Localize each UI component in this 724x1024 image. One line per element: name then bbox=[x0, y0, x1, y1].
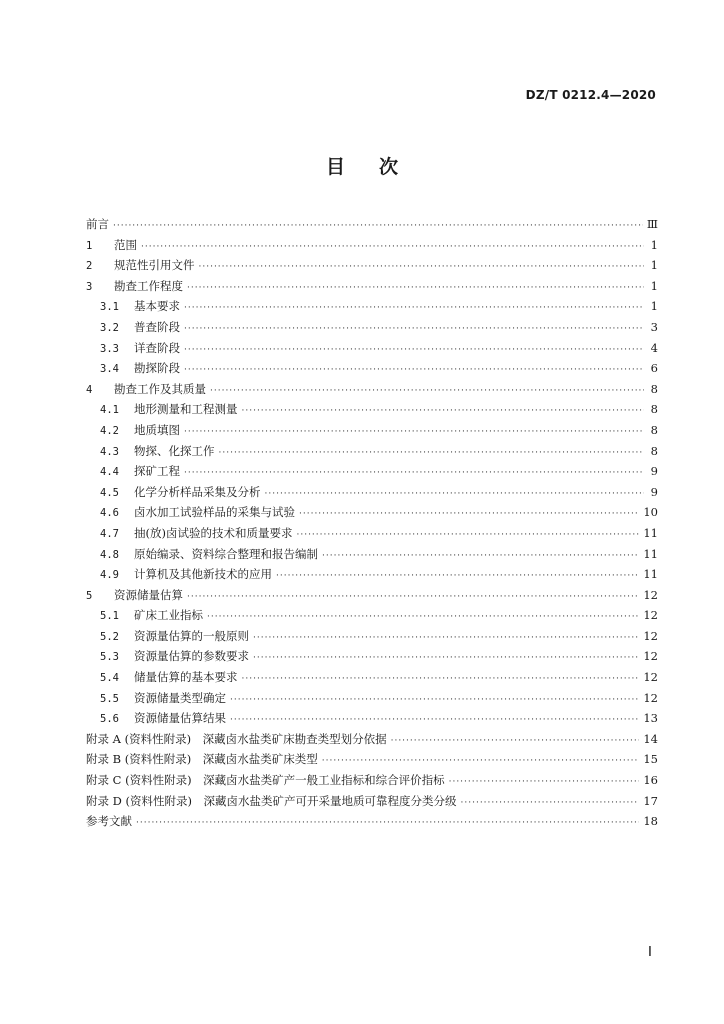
toc-leader-dots bbox=[242, 406, 645, 416]
toc-entry-title: 资源量估算的参数要求 bbox=[134, 649, 249, 664]
toc-entry-page: 6 bbox=[650, 361, 658, 376]
toc-leader-dots bbox=[230, 695, 639, 705]
toc-entry[interactable] bbox=[86, 340, 658, 361]
toc-entry-number: 3.2 bbox=[100, 321, 119, 334]
toc-entry-page: 10 bbox=[643, 505, 658, 520]
toc-entry-page: 8 bbox=[650, 443, 658, 458]
toc-entry[interactable] bbox=[86, 772, 658, 793]
toc-entry[interactable] bbox=[86, 546, 658, 567]
toc-entry[interactable] bbox=[86, 751, 658, 772]
toc-entry-page: 11 bbox=[643, 546, 658, 561]
toc-entry-title: 详查阶段 bbox=[134, 340, 180, 355]
toc-entry[interactable] bbox=[86, 690, 658, 711]
toc-list bbox=[86, 216, 658, 834]
toc-leader-dots bbox=[265, 489, 645, 499]
toc-entry[interactable] bbox=[86, 587, 658, 608]
toc-entry-number: 5 bbox=[86, 589, 93, 602]
toc-leader-dots bbox=[322, 756, 640, 766]
toc-entry-page: 12 bbox=[643, 608, 658, 623]
toc-entry-number: 3 bbox=[86, 280, 93, 293]
toc-leader-dots bbox=[136, 818, 639, 828]
toc-entry-number: 4.1 bbox=[100, 404, 119, 417]
toc-entry-number: 4.7 bbox=[100, 527, 119, 540]
toc-entry-number: 3.4 bbox=[100, 363, 119, 376]
toc-entry-page: 12 bbox=[643, 670, 658, 685]
toc-entry-title: 资源储量类型确定 bbox=[134, 690, 226, 705]
toc-entry[interactable] bbox=[86, 710, 658, 731]
toc-entry[interactable] bbox=[86, 731, 658, 752]
toc-entry-number: 4.2 bbox=[100, 424, 119, 437]
toc-entry-title: 抽(放)卤试验的技术和质量要求 bbox=[134, 525, 293, 540]
toc-entry[interactable] bbox=[86, 257, 658, 278]
toc-leader-dots bbox=[184, 427, 644, 437]
toc-leader-dots bbox=[253, 653, 639, 663]
toc-entry[interactable] bbox=[86, 793, 658, 814]
toc-entry[interactable] bbox=[86, 463, 658, 484]
toc-entry[interactable] bbox=[86, 237, 658, 258]
toc-entry[interactable] bbox=[86, 298, 658, 319]
toc-leader-dots bbox=[187, 283, 644, 293]
toc-leader-dots bbox=[253, 633, 639, 643]
toc-entry-title: 资源储量估算结果 bbox=[134, 711, 226, 726]
toc-entry[interactable] bbox=[86, 443, 658, 464]
toc-entry-page: 12 bbox=[643, 649, 658, 664]
toc-entry[interactable] bbox=[86, 216, 658, 237]
toc-entry[interactable] bbox=[86, 278, 658, 299]
toc-entry[interactable] bbox=[86, 504, 658, 525]
toc-entry-title: 附录 D (资料性附录) 深藏卤水盐类矿产可开采量地质可靠程度分类分级 bbox=[86, 793, 457, 808]
toc-entry[interactable] bbox=[86, 648, 658, 669]
toc-entry[interactable] bbox=[86, 484, 658, 505]
toc-leader-dots bbox=[210, 386, 644, 396]
toc-entry[interactable] bbox=[86, 381, 658, 402]
toc-entry[interactable] bbox=[86, 628, 658, 649]
toc-leader-dots bbox=[449, 777, 640, 787]
toc-entry-page: 3 bbox=[650, 319, 658, 334]
toc-entry-number: 4.4 bbox=[100, 466, 119, 479]
toc-entry-title: 范围 bbox=[114, 237, 137, 252]
toc-entry-title: 探矿工程 bbox=[134, 464, 180, 479]
toc-leader-dots bbox=[184, 345, 644, 355]
toc-leader-dots bbox=[230, 715, 639, 725]
toc-entry[interactable] bbox=[86, 607, 658, 628]
toc-entry-page: 1 bbox=[650, 278, 658, 293]
toc-entry[interactable] bbox=[86, 422, 658, 443]
toc-leader-dots bbox=[207, 612, 639, 622]
toc-entry-title: 地形测量和工程测量 bbox=[134, 402, 238, 417]
toc-entry[interactable] bbox=[86, 566, 658, 587]
toc-entry-title: 附录 B (资料性附录) 深藏卤水盐类矿床类型 bbox=[86, 752, 318, 767]
toc-entry-title: 卤水加工试验样品的采集与试验 bbox=[134, 505, 295, 520]
toc-entry-title: 原始编录、资料综合整理和报告编制 bbox=[134, 546, 318, 561]
toc-entry-title: 物探、化探工作 bbox=[134, 443, 215, 458]
toc-leader-dots bbox=[322, 551, 639, 561]
toc-entry-page: 13 bbox=[643, 711, 658, 726]
toc-entry-number: 5.3 bbox=[100, 651, 119, 664]
toc-leader-dots bbox=[199, 262, 645, 272]
standard-code: DZ/T 0212.4—2020 bbox=[525, 88, 656, 102]
toc-entry-page: Ⅲ bbox=[646, 217, 658, 231]
toc-entry-page: 1 bbox=[650, 237, 658, 252]
toc-entry-title: 储量估算的基本要求 bbox=[134, 670, 238, 685]
toc-entry[interactable] bbox=[86, 525, 658, 546]
table-of-contents bbox=[86, 216, 658, 834]
toc-entry-title: 附录 C (资料性附录) 深藏卤水盐类矿产一般工业指标和综合评价指标 bbox=[86, 773, 445, 788]
toc-entry-page: 12 bbox=[643, 690, 658, 705]
toc-entry-page: 11 bbox=[643, 567, 658, 582]
toc-entry-title: 前言 bbox=[86, 217, 109, 231]
toc-entry-page: 8 bbox=[650, 381, 658, 396]
toc-entry-title: 矿床工业指标 bbox=[134, 608, 203, 623]
toc-entry-title: 资源量估算的一般原则 bbox=[134, 628, 249, 643]
toc-entry-number: 1 bbox=[86, 239, 93, 252]
toc-entry-page: 8 bbox=[650, 402, 658, 417]
toc-leader-dots bbox=[187, 592, 639, 602]
toc-entry-page: 14 bbox=[643, 731, 658, 746]
toc-entry-title: 规范性引用文件 bbox=[114, 258, 195, 273]
toc-entry-page: 8 bbox=[650, 422, 658, 437]
toc-entry[interactable] bbox=[86, 319, 658, 340]
toc-entry[interactable] bbox=[86, 669, 658, 690]
toc-entry-number: 4 bbox=[86, 383, 93, 396]
toc-leader-dots bbox=[184, 468, 644, 478]
toc-entry-page: 16 bbox=[643, 773, 658, 788]
toc-entry-number: 5.1 bbox=[100, 610, 119, 623]
toc-entry-title: 计算机及其他新技术的应用 bbox=[134, 567, 272, 582]
toc-entry-number: 5.6 bbox=[100, 713, 119, 726]
toc-entry-number: 2 bbox=[86, 260, 93, 273]
toc-leader-dots bbox=[219, 448, 645, 458]
toc-entry-page: 9 bbox=[650, 464, 658, 479]
toc-entry-page: 18 bbox=[643, 814, 658, 829]
toc-entry-number: 4.6 bbox=[100, 507, 119, 520]
toc-entry-number: 4.9 bbox=[100, 569, 119, 582]
toc-entry-number: 5.5 bbox=[100, 692, 119, 705]
toc-entry-title: 参考文献 bbox=[86, 814, 132, 829]
page-number: Ⅰ bbox=[647, 945, 652, 960]
toc-entry-title: 勘查工作及其质量 bbox=[114, 381, 206, 396]
toc-entry-page: 12 bbox=[643, 587, 658, 602]
toc-leader-dots bbox=[391, 736, 640, 746]
toc-leader-dots bbox=[299, 509, 639, 519]
toc-entry-number: 4.8 bbox=[100, 548, 119, 561]
toc-entry-title: 化学分析样品采集及分析 bbox=[134, 484, 261, 499]
toc-entry-page: 9 bbox=[650, 484, 658, 499]
toc-entry-page: 11 bbox=[643, 525, 658, 540]
toc-entry-title: 地质填图 bbox=[134, 422, 180, 437]
toc-leader-dots bbox=[461, 798, 640, 808]
toc-leader-dots bbox=[113, 221, 643, 231]
toc-entry-number: 5.2 bbox=[100, 630, 119, 643]
toc-entry-number: 3.3 bbox=[100, 342, 119, 355]
toc-leader-dots bbox=[184, 324, 644, 334]
toc-entry-page: 17 bbox=[643, 793, 658, 808]
toc-leader-dots bbox=[242, 674, 640, 684]
toc-entry-title: 附录 A (资料性附录) 深藏卤水盐类矿床勘查类型划分依据 bbox=[86, 731, 387, 746]
toc-entry[interactable] bbox=[86, 401, 658, 422]
toc-entry[interactable] bbox=[86, 360, 658, 381]
toc-entry-page: 15 bbox=[643, 752, 658, 767]
toc-entry-title: 普查阶段 bbox=[134, 319, 180, 334]
toc-leader-dots bbox=[141, 242, 644, 252]
page-title: 目次 bbox=[325, 156, 432, 178]
toc-leader-dots bbox=[296, 530, 639, 540]
toc-entry-title: 资源储量估算 bbox=[114, 587, 183, 602]
toc-entry-number: 4.5 bbox=[100, 486, 119, 499]
toc-entry-page: 1 bbox=[650, 299, 658, 314]
toc-entry-page: 12 bbox=[643, 628, 658, 643]
toc-leader-dots bbox=[184, 365, 644, 375]
toc-entry[interactable] bbox=[86, 813, 658, 834]
toc-entry-title: 勘查工作程度 bbox=[114, 278, 183, 293]
toc-entry-title: 勘探阶段 bbox=[134, 361, 180, 376]
toc-entry-number: 5.4 bbox=[100, 672, 119, 685]
toc-entry-number: 3.1 bbox=[100, 301, 119, 314]
toc-entry-page: 1 bbox=[650, 258, 658, 273]
toc-leader-dots bbox=[276, 571, 639, 581]
toc-entry-page: 4 bbox=[650, 340, 658, 355]
toc-leader-dots bbox=[184, 303, 644, 313]
toc-entry-number: 4.3 bbox=[100, 445, 119, 458]
toc-entry-title: 基本要求 bbox=[134, 299, 180, 314]
